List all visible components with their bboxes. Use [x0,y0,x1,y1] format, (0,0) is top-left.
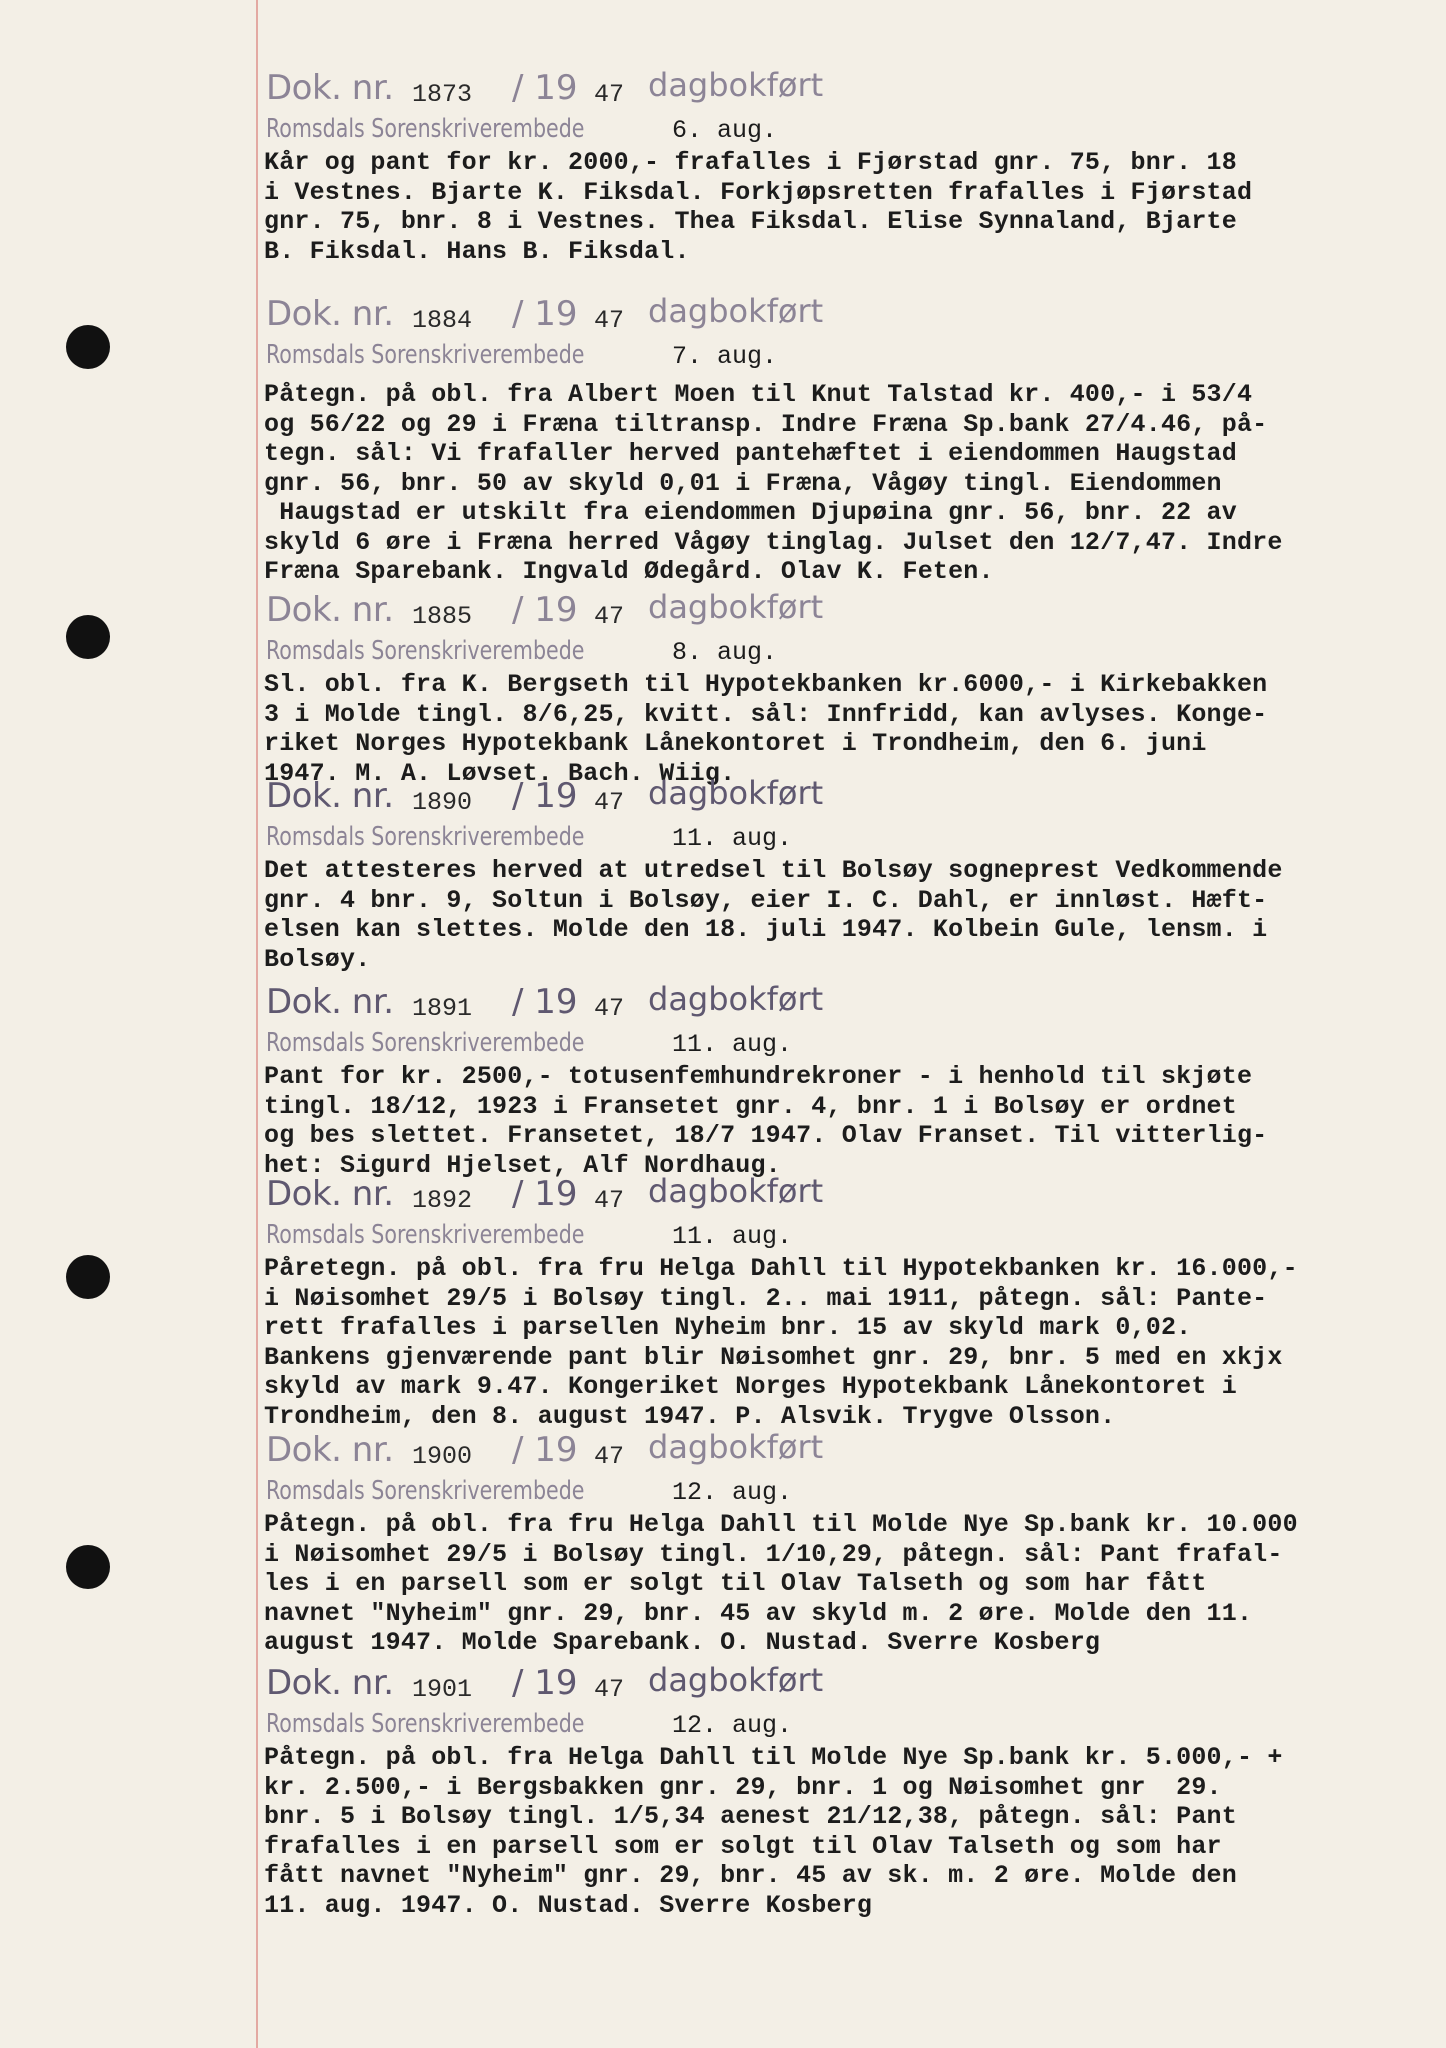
document-number: 1901 [412,1675,473,1704]
document-entry [262,1430,1412,1658]
stamp-year-prefix: / 19 [512,776,578,816]
document-entry [262,68,1412,266]
entry-date: 8. aug. [672,638,778,667]
stamp-year-prefix: / 19 [512,590,578,630]
office-line [262,1709,1412,1741]
punch-hole [66,615,110,659]
stamp-dagbokfort: dagbokført [648,66,824,104]
registration-stamp [262,68,1412,114]
stamp-label: Dok. nr. [266,1174,394,1214]
entry-date: 6. aug. [672,116,778,145]
stamp-label: Dok. nr. [266,1663,394,1703]
entry-date: 12. aug. [672,1478,793,1507]
stamp-dagbokfort: dagbokført [648,1172,824,1210]
document-number: 1891 [412,994,473,1023]
stamp-office: Romsdals Sorenskriverembede [266,822,585,852]
stamp-dagbokfort: dagbokført [648,1428,824,1466]
year: 47 [594,80,625,109]
document-number: 1884 [412,306,473,335]
entry-text: Påtegn. på obl. fra fru Helga Dahll til Molde Nye Sp.bank kr. 10.000 i Nøisomhet 29/5 i Bolsøy tingl. 1/10,29, påtegn. sål: Pant frafal- les i en parsell som er solgt til Olav Talseth og som har fått navnet "Nyheim" gnr. 29, bnr. 45 av skyld m. 2 øre. Molde den 11. august 1947. Molde Sparebank. O. Nustad. Sverre Kosberg [264,1510,1298,1657]
document-number: 1890 [412,788,473,817]
registration-stamp [262,1174,1412,1220]
stamp-year-prefix: / 19 [512,68,578,108]
stamp-dagbokfort: dagbokført [648,588,824,626]
document-entry [262,294,1412,587]
office-line [262,1028,1412,1060]
entry-date: 12. aug. [672,1711,793,1740]
stamp-office: Romsdals Sorenskriverembede [266,1220,585,1250]
document-entry [262,1174,1412,1431]
stamp-year-prefix: / 19 [512,1663,578,1703]
registration-stamp [262,982,1412,1028]
entry-date: 11. aug. [672,1030,793,1059]
registration-stamp [262,776,1412,822]
registration-stamp [262,294,1412,340]
entry-text: Påretegn. på obl. fra fru Helga Dahll til Hypotekbanken kr. 16.000,- i Nøisomhet 29/5 i Bolsøy tingl. 2.. mai 1911, påtegn. sål: Pante- rett frafalles i parsellen Nyheim bnr. 15 av skyld mark 0,02. Bankens gjenværende pant blir Nøisomhet gnr. 29, bnr. 5 med en xkjx skyld av mark 9.47. Kongeriket Norges Hypotekbank Lånekontoret i Trondheim, den 8. august 1947. P. Alsvik. Trygve Olsson. [264,1254,1298,1431]
stamp-label: Dok. nr. [266,68,394,108]
entry-date: 11. aug. [672,824,793,853]
stamp-year-prefix: / 19 [512,1430,578,1470]
entry-text: Kår og pant for kr. 2000,- frafalles i Fjørstad gnr. 75, bnr. 18 i Vestnes. Bjarte K. Fiksdal. Forkjøpsretten frafalles i Fjørstad gnr. 75, bnr. 8 i Vestnes. Thea Fiksdal. Elise Synnaland, Bjarte B. Fiksdal. Hans B. Fiksdal. [264,148,1253,266]
document-entry [262,1663,1412,1920]
registration-stamp [262,590,1412,636]
stamp-office: Romsdals Sorenskriverembede [266,636,585,666]
document-number: 1900 [412,1442,473,1471]
year: 47 [594,1675,625,1704]
office-line [262,114,1412,146]
office-line [262,1220,1412,1252]
office-line [262,822,1412,854]
document-number: 1892 [412,1186,473,1215]
stamp-label: Dok. nr. [266,982,394,1022]
stamp-dagbokfort: dagbokført [648,292,824,330]
stamp-label: Dok. nr. [266,590,394,630]
document-entry [262,776,1412,974]
stamp-office: Romsdals Sorenskriverembede [266,1028,585,1058]
stamp-office: Romsdals Sorenskriverembede [266,340,585,370]
stamp-dagbokfort: dagbokført [648,774,824,812]
stamp-office: Romsdals Sorenskriverembede [266,114,585,144]
document-entry [262,982,1412,1180]
year: 47 [594,1186,625,1215]
margin-line [256,0,258,2048]
entry-date: 7. aug. [672,342,778,371]
year: 47 [594,1442,625,1471]
year: 47 [594,994,625,1023]
document-number: 1873 [412,80,473,109]
registration-stamp [262,1430,1412,1476]
punch-hole [66,325,110,369]
year: 47 [594,602,625,631]
punch-hole [66,1255,110,1299]
stamp-office: Romsdals Sorenskriverembede [266,1709,585,1739]
office-line [262,1476,1412,1508]
stamp-label: Dok. nr. [266,1430,394,1470]
entry-date: 11. aug. [672,1222,793,1251]
entry-text: Det attesteres herved at utredsel til Bolsøy sogneprest Vedkommende gnr. 4 bnr. 9, Soltun i Bolsøy, eier I. C. Dahl, er innløst. Hæft- elsen kan slettes. Molde den 18. juli 1947. Kolbein Gule, lensm. i Bolsøy. [264,856,1283,974]
entry-text: Sl. obl. fra K. Bergseth til Hypotekbanken kr.6000,- i Kirkebakken 3 i Molde tingl. 8/6,25, kvitt. sål: Innfridd, kan avlyses. Konge- riket Norges Hypotekbank Lånekontoret i Trondheim, den 6. juni 1947. M. A. Løvset. Bach. Wiig. [264,670,1268,788]
stamp-year-prefix: / 19 [512,1174,578,1214]
year: 47 [594,788,625,817]
punch-hole [66,1545,110,1589]
office-line [262,340,1412,372]
registration-stamp [262,1663,1412,1709]
stamp-dagbokfort: dagbokført [648,1661,824,1699]
document-entry [262,590,1412,788]
stamp-year-prefix: / 19 [512,294,578,334]
entry-text: Påtegn. på obl. fra Helga Dahll til Molde Nye Sp.bank kr. 5.000,- + kr. 2.500,- i Bergsbakken gnr. 29, bnr. 1 og Nøisomhet gnr 29. bnr. 5 i Bolsøy tingl. 1/5,34 aenest 21/12,38, påtegn. sål: Pant frafalles i en parsell som er solgt til Olav Talseth og som har fått navnet "Nyheim" gnr. 29, bnr. 45 av sk. m. 2 øre. Molde den 11. aug. 1947. O. Nustad. Sverre Kosberg [264,1743,1283,1920]
stamp-office: Romsdals Sorenskriverembede [266,1476,585,1506]
document-number: 1885 [412,602,473,631]
stamp-dagbokfort: dagbokført [648,980,824,1018]
stamp-year-prefix: / 19 [512,982,578,1022]
stamp-label: Dok. nr. [266,776,394,816]
entry-text: Påtegn. på obl. fra Albert Moen til Knut Talstad kr. 400,- i 53/4 og 56/22 og 29 i Fræna tiltransp. Indre Fræna Sp.bank 27/4.46, på- tegn. sål: Vi frafaller herved pantehæftet i eiendommen Haugstad gnr. 56, bnr. 50 av skyld 0,01 i Fræna, Vågøy tingl. Eiendommen Haugstad er utskilt fra eiendommen Djupøina gnr. 56, bnr. 22 av skyld 6 øre i Fræna herred Vågøy tinglag. Julset den 12/7,47. Indre Fræna Sparebank. Ingvald Ødegård. Olav K. Feten. [264,380,1283,586]
year: 47 [594,306,625,335]
stamp-label: Dok. nr. [266,294,394,334]
entry-text: Pant for kr. 2500,- totusenfemhundrekroner - i henhold til skjøte tingl. 18/12, 1923 i Fransetet gnr. 4, bnr. 1 i Bolsøy er ordnet og bes slettet. Fransetet, 18/7 1947. Olav Franset. Til vitterlig- het: Sigurd Hjelset, Alf Nordhaug. [264,1062,1268,1180]
office-line [262,636,1412,668]
